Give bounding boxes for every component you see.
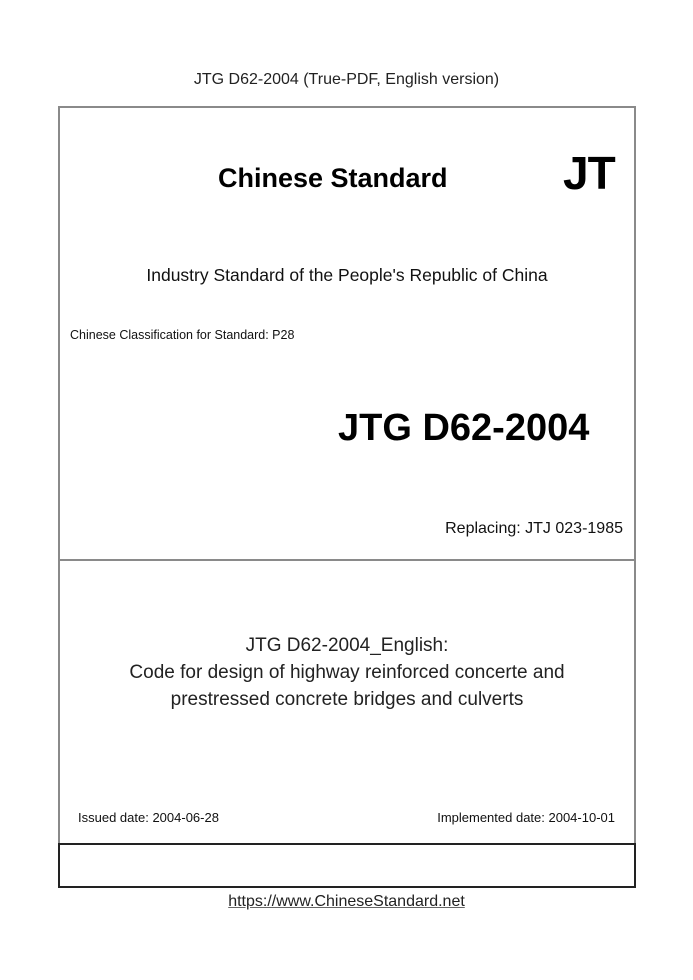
title-line-3: prestressed concrete bridges and culverts: [170, 689, 524, 710]
bottom-box: [58, 843, 636, 888]
implemented-date: Implemented date: 2004-10-01: [437, 810, 615, 825]
document-title: [58, 632, 636, 713]
page-header-title: JTG D62-2004 (True-PDF, English version): [193, 71, 500, 88]
standard-code: JTG D62-2004: [338, 407, 590, 449]
issued-date: Issued date: 2004-06-28: [78, 810, 219, 825]
title-line-2: Code for design of highway reinforced concerte and: [129, 662, 565, 683]
jt-mark: JT: [563, 147, 615, 199]
website-link[interactable]: https://www.ChineseStandard.net: [228, 893, 465, 910]
title-line-1: JTG D62-2004_English:: [245, 635, 449, 656]
replacing-text: Replacing: JTJ 023-1985: [445, 520, 623, 537]
cover-heading: Chinese Standard: [218, 163, 448, 193]
classification-text: Chinese Classification for Standard: P28: [70, 328, 295, 342]
cover-frame: [58, 106, 636, 845]
industry-line: Industry Standard of the People's Republic of China: [146, 265, 548, 285]
cover-divider: [58, 559, 636, 561]
